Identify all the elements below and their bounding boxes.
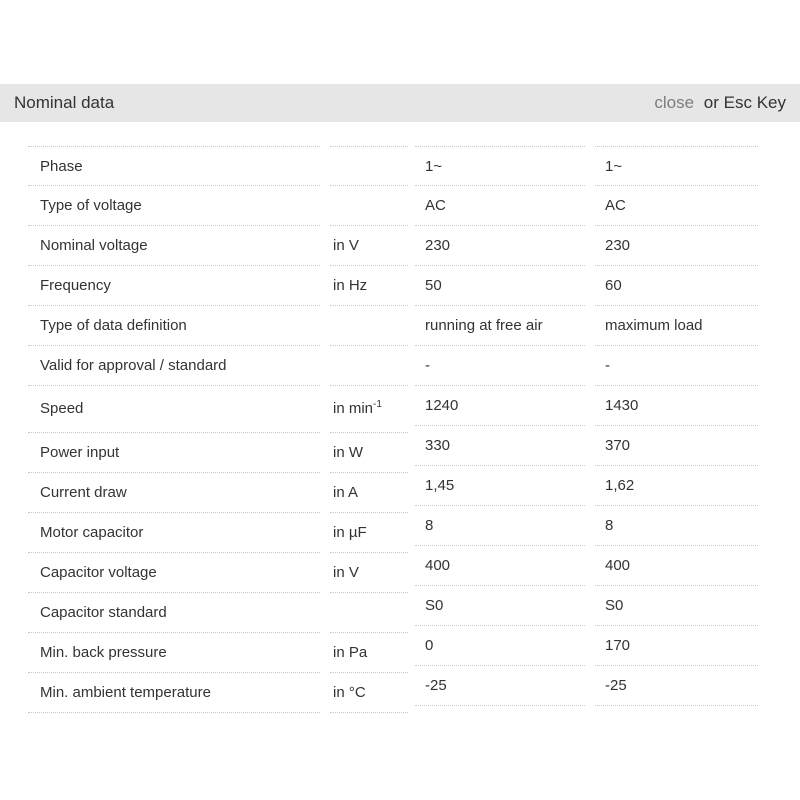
row-value-2: 1430 [605, 397, 639, 414]
table-row-values [415, 506, 758, 546]
row-label-cell [28, 473, 320, 513]
table-row-labels [28, 553, 408, 593]
row-unit: in A [333, 484, 359, 501]
row-label: Frequency [40, 277, 111, 294]
table-row-values [415, 586, 758, 626]
table-row-values [415, 146, 758, 186]
table-row-values [415, 306, 758, 346]
row-value-2: 230 [605, 237, 631, 254]
nominal-data-table [28, 146, 758, 713]
table-row-labels [28, 593, 408, 633]
row-value-1: 330 [425, 437, 451, 454]
row-unit-exponent: -1 [373, 399, 382, 410]
row-value-2: 8 [605, 517, 614, 534]
row-value-2: 60 [605, 277, 622, 294]
row-value-2: AC [605, 197, 626, 214]
row-value-2-cell [595, 546, 758, 586]
row-label-cell [28, 146, 320, 186]
table-row-labels [28, 146, 408, 186]
row-unit-cell [330, 386, 408, 433]
row-unit: in Hz [333, 277, 368, 294]
table-row-labels [28, 633, 408, 673]
values-column [415, 146, 758, 713]
row-value-1-cell [415, 146, 585, 186]
row-unit-cell [330, 146, 408, 186]
row-label: Type of voltage [40, 197, 142, 214]
row-value-1: running at free air [425, 317, 543, 334]
row-value-2: - [605, 357, 610, 374]
row-label-cell [28, 306, 320, 346]
row-value-1-cell [415, 666, 585, 706]
row-unit: in V [333, 237, 359, 254]
row-value-1-cell [415, 466, 585, 506]
row-value-2-cell [595, 266, 758, 306]
row-unit-cell [330, 226, 408, 266]
row-value-2: 400 [605, 557, 631, 574]
table-row-labels [28, 266, 408, 306]
table-row-values [415, 466, 758, 506]
row-value-2-cell [595, 666, 758, 706]
close-hint-suffix: or Esc Key [703, 93, 786, 112]
row-value-2: 1~ [605, 158, 623, 175]
table-row-labels [28, 346, 408, 386]
row-unit-cell [330, 513, 408, 553]
row-value-1: 1,45 [425, 477, 455, 494]
row-value-2-cell [595, 346, 758, 386]
row-unit-cell [330, 306, 408, 346]
row-value-1: 230 [425, 237, 451, 254]
row-label-cell [28, 433, 320, 473]
row-unit-cell [330, 433, 408, 473]
row-label: Phase [40, 158, 83, 175]
table-row-values [415, 546, 758, 586]
row-label: Capacitor voltage [40, 564, 157, 581]
row-unit: in °C [333, 684, 366, 701]
row-value-2-cell [595, 466, 758, 506]
row-unit: in min [333, 400, 374, 417]
row-label-cell [28, 266, 320, 306]
table-row-labels [28, 513, 408, 553]
row-unit-cell [330, 473, 408, 513]
row-unit-cell [330, 673, 408, 713]
row-value-2: S0 [605, 597, 624, 614]
row-value-1: AC [425, 197, 446, 214]
row-label: Min. back pressure [40, 644, 167, 661]
row-unit-cell [330, 266, 408, 306]
table-row-values [415, 626, 758, 666]
row-label-cell [28, 673, 320, 713]
row-label: Valid for approval / standard [40, 357, 227, 374]
row-value-1: 1~ [425, 158, 443, 175]
close-hint [654, 93, 786, 113]
row-label-cell [28, 226, 320, 266]
row-value-1-cell [415, 186, 585, 226]
row-value-1: 8 [425, 517, 434, 534]
row-value-1-cell [415, 586, 585, 626]
row-unit-cell [330, 553, 408, 593]
row-value-1-cell [415, 426, 585, 466]
row-label: Motor capacitor [40, 524, 144, 541]
row-value-2-cell [595, 226, 758, 266]
row-value-1-cell [415, 226, 585, 266]
table-row-values [415, 426, 758, 466]
table-row-labels [28, 673, 408, 713]
row-label-cell [28, 346, 320, 386]
row-value-2-cell [595, 186, 758, 226]
row-value-1: 400 [425, 557, 451, 574]
row-value-1: -25 [425, 677, 447, 694]
row-value-1: 1240 [425, 397, 459, 414]
row-value-2: 1,62 [605, 477, 635, 494]
row-label-cell [28, 186, 320, 226]
close-button[interactable]: close [654, 93, 695, 112]
table-row-values [415, 666, 758, 706]
row-unit: in W [333, 444, 363, 461]
table-row-labels [28, 226, 408, 266]
row-value-2: -25 [605, 677, 627, 694]
table-row-labels [28, 186, 408, 226]
row-label-cell [28, 386, 320, 433]
row-unit: in V [333, 564, 359, 581]
row-label: Current draw [40, 484, 127, 501]
table-row-labels [28, 433, 408, 473]
row-value-2-cell [595, 506, 758, 546]
row-label-cell [28, 513, 320, 553]
table-row-values [415, 266, 758, 306]
row-value-1: 50 [425, 277, 442, 294]
table-row-labels [28, 386, 408, 433]
row-label: Min. ambient temperature [40, 684, 211, 701]
row-label: Type of data definition [40, 317, 187, 334]
row-unit: in µF [333, 524, 367, 541]
row-value-1-cell [415, 386, 585, 426]
row-value-2-cell [595, 306, 758, 346]
row-unit-cell [330, 186, 408, 226]
row-value-2-cell [595, 626, 758, 666]
row-unit-cell [330, 346, 408, 386]
row-value-1: - [425, 357, 430, 374]
row-label: Nominal voltage [40, 237, 148, 254]
row-label: Capacitor standard [40, 604, 167, 621]
labels-units-column [28, 146, 408, 713]
row-unit-cell [330, 593, 408, 633]
modal-title: Nominal data [14, 93, 115, 112]
row-value-2-cell [595, 426, 758, 466]
row-value-2: 370 [605, 437, 631, 454]
table-row-labels [28, 473, 408, 513]
modal-header [0, 84, 800, 122]
row-unit-cell [330, 633, 408, 673]
table-row-values [415, 386, 758, 426]
table-row-labels [28, 306, 408, 346]
row-value-2-cell [595, 146, 758, 186]
row-value-1: S0 [425, 597, 444, 614]
row-label-cell [28, 593, 320, 633]
row-value-2-cell [595, 386, 758, 426]
table-row-values [415, 186, 758, 226]
row-value-1-cell [415, 266, 585, 306]
row-label-cell [28, 553, 320, 593]
table-row-values [415, 346, 758, 386]
row-label-cell [28, 633, 320, 673]
row-value-2: 170 [605, 637, 631, 654]
table-row-values [415, 226, 758, 266]
row-value-1: 0 [425, 637, 434, 654]
row-value-1-cell [415, 306, 585, 346]
row-value-1-cell [415, 546, 585, 586]
row-value-1-cell [415, 506, 585, 546]
row-label: Power input [40, 444, 120, 461]
row-unit: in Pa [333, 644, 368, 661]
row-value-2: maximum load [605, 317, 703, 334]
row-value-1-cell [415, 626, 585, 666]
row-label: Speed [40, 400, 84, 417]
row-value-1-cell [415, 346, 585, 386]
row-value-2-cell [595, 586, 758, 626]
